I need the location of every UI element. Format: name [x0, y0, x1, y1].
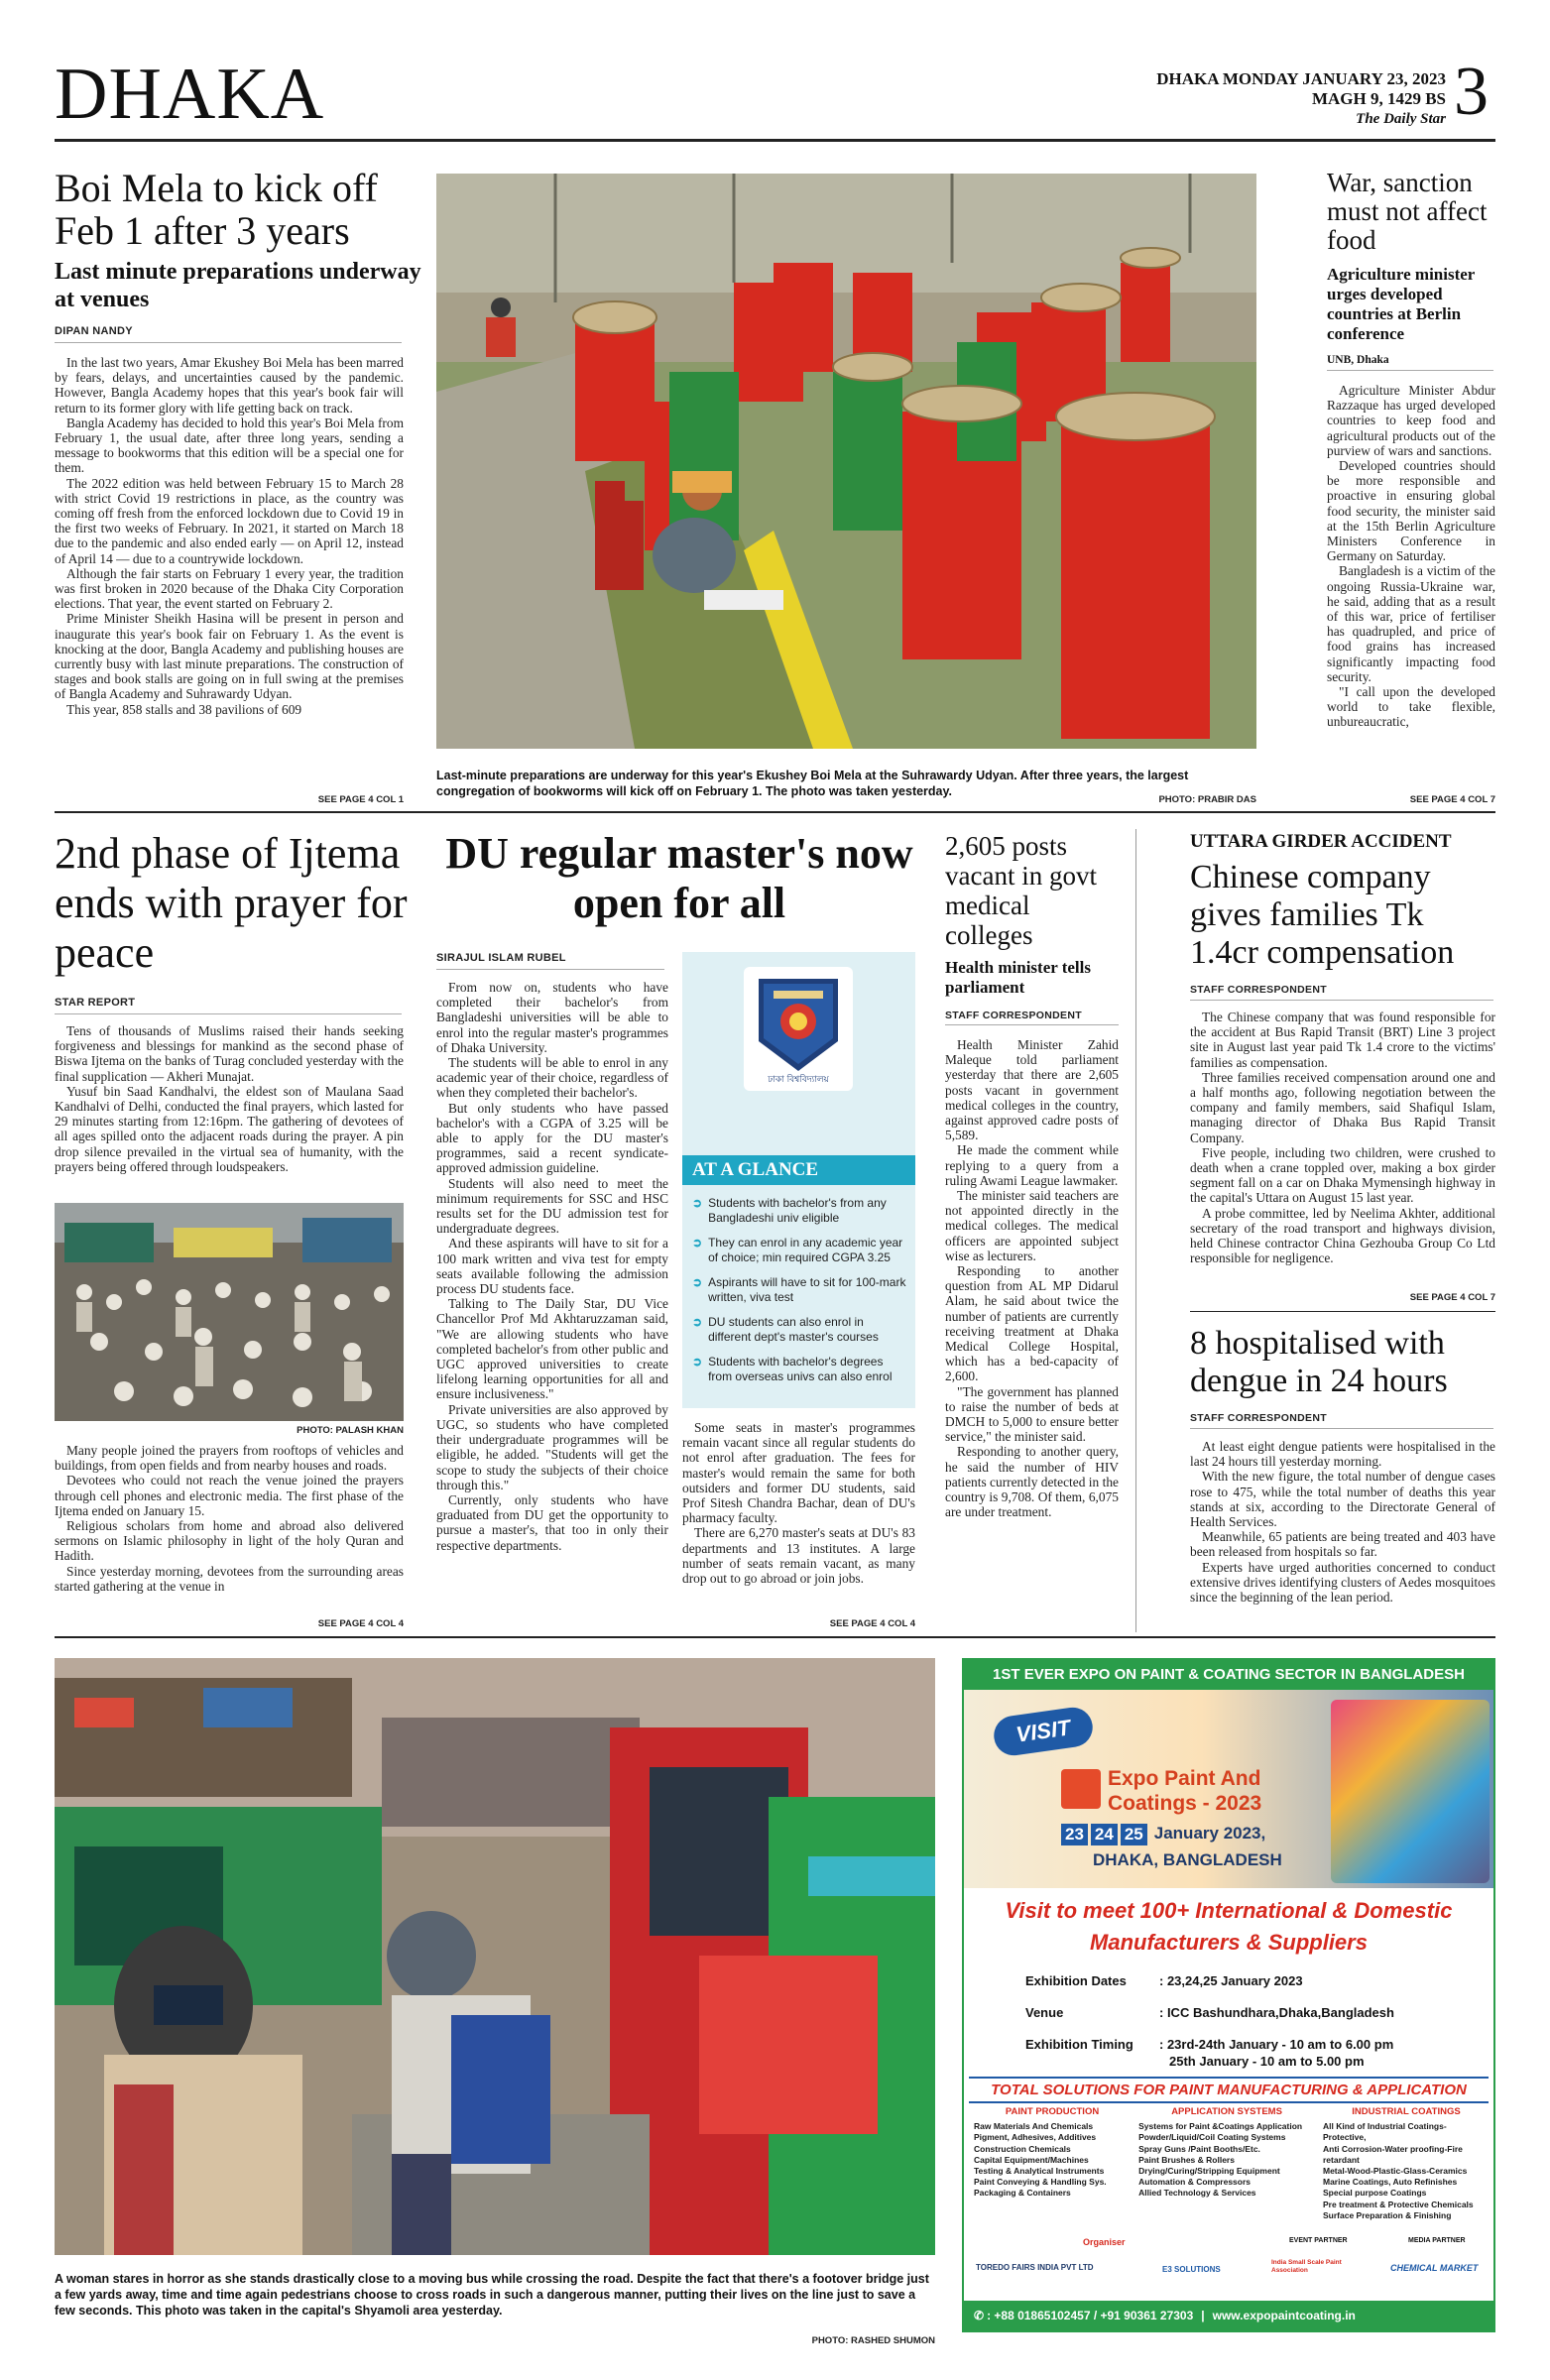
ijtema-photo-illustration: [55, 1203, 404, 1421]
glance-item: ➲ Students with bachelor's from any Bangladeshi univ eligible: [692, 1196, 887, 1225]
boimela-photo-credit: PHOTO: PRABIR DAS: [1158, 794, 1256, 805]
boimela-photo-illustration: [436, 174, 1256, 749]
posts-headline: 2,605 posts vacant in govt medical colleges: [945, 831, 1097, 950]
du-logo: [744, 967, 853, 1091]
boimela-body: In the last two years, Amar Ekushey Boi Mela has been marred by fears, delays, and uncertainties caused by the pandemic. However, Bangla Academy hopes that this year's book fair will return to its former glory with life getting back on track. Bangla Academy has decided to hold this year's Boi Mela from February 1, the usual date, after three long years, sending a message to bookworms that this edition will be a special one for them. The 2022 edition was held between February 15 to March 28 with strict Covid 19 restrictions in place, as the country was coming off fresh from the enforced lockdown due to Covid 19 in the first two weeks of February. In 2021, it started on March 18 due to the pandemic and also ended early — on April 12, instead of April 14 — due to a countrywide lockdown. Although the fair starts on February 1 every year, the tradition was first broken in 2020 because of the Dhaka City Corporation elections. That year, the event started on February 2. Prime Minister Sheikh Hasina will be present in person and inaugurate this year's book fair on February 1. As the event is knocking at the door, Bangla Academy and publishing houses are currently busy with last minute preparations. The construction of stages and book stalls are going on in full swing at the premises of Bangla Academy and Suhrawardy Udyan. This year, 858 stalls and 38 pavilions of 609: [55, 355, 404, 717]
date-line: DHAKA MONDAY JANUARY 23, 2023: [1156, 69, 1446, 88]
uttara-kicker: UTTARA GIRDER ACCIDENT: [1190, 831, 1452, 852]
du-info-box: [682, 952, 915, 1408]
arrow-icon: ➲: [692, 1196, 703, 1210]
glance-item: ➲ Aspirants will have to sit for 100-mark written, viva test: [692, 1275, 906, 1304]
ijtema-see-page: SEE PAGE 4 COL 4: [317, 1618, 404, 1629]
uttara-body: The Chinese company that was found responsible for the accident at Bus Rapid Transit (BRT) Line 3 project site in August last year paid Tk 1.4 crore to the victims' families as compensation. Three families received compensation around one and a half months ago, following negotiation between the company and family members, said Shafiqul Islam, managing director of Dhaka Bus Rapid Transit Company. Five people, including two children, were crushed to death when a crane toppled over, making a box girder segment fall on a car on Dhaka Mymensingh highway in the capital's Uttara on August 15 last year. A probe committee, led by Neelima Akhter, additional secretary of the road transport and highways division, held Chinese contractor China Gezhouba Group Co Ltd responsible for negligence.: [1190, 1010, 1495, 1266]
du-see-page: SEE PAGE 4 COL 4: [829, 1618, 915, 1629]
media-partner-logo: CHEMICAL MARKET: [1390, 2263, 1479, 2273]
uttara-see-page: SEE PAGE 4 COL 7: [1409, 1292, 1495, 1303]
food-byline: UNB, Dhaka: [1327, 354, 1389, 366]
du-body-2: Some seats in master's programmes remain vacant since all regular students do not enrol after graduation. The fees for master's would remain the same for both outsiders and former DU students, said Prof Sitesh Chandra Bachar, dean of DU's pharmacy faculty. There are 6,270 master's seats at DU's 83 departments and 13 institutes. A large number of seats remain vacant, as many drop out to go abroad or join jobs.: [682, 1420, 915, 1587]
du-byline: SIRAJUL ISLAM RUBEL: [436, 952, 566, 964]
paint-cans-image: [1331, 1700, 1490, 1883]
street-photo: [55, 1658, 935, 2255]
posts-subhead: Health minister tells parliament: [945, 958, 1091, 997]
expo-logo-icon: [1061, 1769, 1101, 1809]
ad-solutions: TOTAL SOLUTIONS FOR PAINT MANUFACTURING & APPLICATION: [969, 2077, 1489, 2103]
event-partner-logo: India Small Scale Paint Association: [1271, 2259, 1342, 2274]
food-headline: War, sanction must not affect food: [1327, 168, 1488, 255]
boimela-byline: DIPAN NANDY: [55, 325, 133, 337]
uttara-byline: STAFF CORRESPONDENT: [1190, 984, 1327, 996]
organiser-logo-2: E3 SOLUTIONS: [1162, 2265, 1221, 2274]
ad-website[interactable]: www.expopaintcoating.in: [1212, 2309, 1356, 2322]
bangla-date: MAGH 9, 1429 BS: [1311, 89, 1446, 108]
glance-list: [692, 1196, 908, 1394]
ad-dates: 23 24 25 January 2023,: [1061, 1824, 1265, 1845]
ad-banner: 1ST EVER EXPO ON PAINT & COATING SECTOR IN BANGLADESH: [964, 1660, 1493, 1690]
ad-title-2: Coatings - 2023: [1108, 1792, 1262, 1815]
boimela-headline: Boi Mela to kick off Feb 1 after 3 years: [55, 166, 378, 254]
boimela-photo-caption: Last-minute preparations are underway for this year's Ekushey Boi Mela at the Suhrawardy Udyan. After three years, the largest congregation of bookworms will kick off on February 1. The photo was taken yesterday.: [436, 769, 1189, 798]
ad-columns: PAINT PRODUCTION Raw Materials And Chemicals Pigment, Adhesives, Additives Construction Chemicals Capital Equipment/Machines Testing & Analytical Instruments Paint Conveying & Handling Sys. Packaging & Containers APPLICATION SYSTEMS Systems for Paint &Coatings Application Powder/Liquid/Coil Coating Systems Spray Guns /Paint Booths/Etc. Paint Brushes & Rollers Drying/Curing/Stripping Equipment Automation & Compressors Allied Technology & Services INDUSTRIAL COATINGS All Kind of Industrial Coatings- Protective, Anti Corrosion-Water proofing-Fire retardant Metal-Wood-Plastic-Glass-Ceramics Marine Coatings, Auto Refinishes Special purpose Coatings Pre treatment & Protective Chemicals Surface Preparation & Finishing: [974, 2106, 1474, 2220]
row-rule: [55, 811, 1495, 813]
ijtema-byline: STAR REPORT: [55, 997, 136, 1009]
ad-footer: ✆ : +88 01865102457 / +91 90361 27303 | www.expopaintcoating.in: [964, 2301, 1493, 2330]
organiser-logo: TOREDO FAIRS INDIA PVT LTD: [976, 2263, 1094, 2272]
arrow-icon: ➲: [692, 1315, 703, 1329]
glance-item: ➲ They can enrol in any academic year of choice; min required CGPA 3.25: [692, 1236, 903, 1264]
glance-item: ➲ Students with bachelor's degrees from overseas univs can also enrol: [692, 1355, 893, 1383]
ad-tagline-2: Manufacturers & Suppliers: [1090, 1930, 1368, 1955]
page-number: 3: [1454, 54, 1489, 130]
food-body: Agriculture Minister Abdur Razzaque has urged developed countries to keep food and agricultural products out of the purview of wars and sanctions. Developed countries should be more responsible and proactive in ensuring global food security, the minister said at the 15th Berlin Agriculture Ministers Conference in Germany on Saturday. Bangladesh is a victim of the ongoing Russia-Ukraine war, he said, adding that as a result of this war, price of fertiliser has quadrupled, and price of food grains has increased significantly impacting food security. "I call upon the developed world to take flexible, unbureaucratic,: [1327, 383, 1495, 730]
ijtema-headline: 2nd phase of Ijtema ends with prayer for peace: [55, 829, 408, 977]
posts-body: Health Minister Zahid Maleque told parliament yesterday that there are 2,605 posts vacant in government medical colleges in the country, against approved cadre posts of 5,589. He made the comment while replying to a query from a ruling Awami League lawmaker. The minister said teachers are not appointed directly in the medical colleges. The medical officers are appointed subject wise as lecturers. Responding to another question from AL MP Didarul Alam, he said about twice the number of patients are currently receiving treatment at Dhaka Medical College Hospital, which has a bed-capacity of 2,600. "The government has planned to raise the number of beds at DMCH to 5,000 to ensure better service," the minister said. Responding to another query, he said the number of HIV patients currently detected in the country is 9,708. Of them, 6,075 are under treatment.: [945, 1037, 1119, 1520]
ad-title-1: Expo Paint And: [1108, 1767, 1261, 1790]
du-headline: DU regular master's now open for all: [445, 829, 913, 927]
section-title: DHAKA: [55, 54, 325, 135]
dengue-body: At least eight dengue patients were hospitalised in the last 24 hours till yesterday morning. With the new figure, the total number of dengue cases rose to 475, while the total number of deaths this year stands at six, according to the Directorate General of Health Services. Meanwhile, 65 patients are being treated and 403 have been released from hospitals so far. Experts have urged authorities concerned to conduct extensive drives identifying clusters of Aedes mosquitoes since the beginning of the lean period.: [1190, 1439, 1495, 1606]
ijtema-body: Tens of thousands of Muslims raised their hands seeking forgiveness and blessings for mankind as the second phase of Biswa Ijtema on the banks of Turag concluded yesterday with the final supplication — Akheri Munajat. Yusuf bin Saad Kandhalvi, the eldest son of Maulana Saad Kandhalvi of Delhi, conducted the final prayers, which lasted for 29 minutes starting from 12:16pm. The gathering of devotees of all ages spilled onto the adjacent roads during the prayer. A pin drop silence prevailed in the virtual sea of humanity, with the prayers being offered through loudspeakers.: [55, 1023, 404, 1174]
ad-hero: [964, 1690, 1493, 1888]
ad-info: Exhibition Dates : 23,24,25 January 2023 Venue : ICC Bashundhara,Dhaka,Bangladesh Exhibition Timing : 23rd-24th January - 10 am to 6.00 pm 25th January - 10 am to 5.00 pm: [1025, 1973, 1394, 2069]
uttara-headline: Chinese company gives families Tk 1.4cr compensation: [1190, 859, 1455, 971]
expo-ad: [962, 1658, 1495, 2332]
arrow-icon: ➲: [692, 1275, 703, 1289]
posts-byline: STAFF CORRESPONDENT: [945, 1010, 1082, 1021]
du-body: From now on, students who have completed their bachelor's from Bangladeshi universities will be able to enrol into the regular master's programmes of Dhaka University. The students will be able to enrol in any academic year of their choice, regardless of when they completed their bachelor's. But only students who have passed bachelor's with a CGPA of 3.25 will be able to apply for the DU master's programmes, said a recent syndicate-approved admission guideline. Students will also need to meet the minimum requirements for SSC and HSC results set for the DU admission test for undergraduate degrees. And these aspirants will have to sit for a 100 mark written and viva test for empty seats available following the admission process DU students face. Talking to The Daily Star, DU Vice Chancellor Prof Md Akhtaruzzaman said, "We are allowing students who have completed bachelor's from other public and UGC approved universities to create lifelong learning opportunities for all and ensure inclusiveness." Private universities are also approved by UGC, so students who have completed their undergraduate programmes will be eligible, he added. "Students will get the scope to study the subjects of their choice through this." Currently, only students who have graduated from DU get the opportunity to pursue a master's, that too in only their respective departments.: [436, 980, 668, 1553]
dengue-byline: STAFF CORRESPONDENT: [1190, 1412, 1327, 1424]
boimela-subhead: Last minute preparations underway at venues: [55, 259, 421, 312]
masthead-rule: [55, 139, 1495, 142]
dengue-headline: 8 hospitalised with dengue in 24 hours: [1190, 1325, 1448, 1399]
street-photo-caption: A woman stares in horror as she stands drastically close to a moving bus while crossing the road. Despite the fact that there's a footover bridge just a few yards away, time and time again pedestrians choose to cross roads in such a dangerous manner, putting their lives on the line just to save a few seconds. This photo was taken in the capital's Shyamoli area yesterday.: [55, 2272, 929, 2318]
visit-badge: VISIT: [992, 1705, 1096, 1758]
boimela-see-page: SEE PAGE 4 COL 1: [317, 794, 404, 805]
du-logo-text: ঢাকা বিশ্ববিদ্যালয়: [768, 1075, 829, 1085]
event-partner-label: EVENT PARTNER: [1289, 2237, 1348, 2244]
media-partner-label: MEDIA PARTNER: [1408, 2237, 1466, 2244]
arrow-icon: ➲: [692, 1236, 703, 1250]
paper-name: The Daily Star: [1356, 111, 1446, 127]
arrow-icon: ➲: [692, 1355, 703, 1368]
street-photo-credit: PHOTO: RASHED SHUMON: [811, 2335, 935, 2346]
ijtema-photo-credit: PHOTO: PALASH KHAN: [297, 1425, 404, 1436]
ad-place: DHAKA, BANGLADESH: [1093, 1850, 1282, 1869]
ad-tagline-1: Visit to meet 100+ International & Domestic: [1005, 1898, 1453, 1923]
ijtema-photo: [55, 1203, 404, 1421]
glance-item: ➲ DU students can also enrol in different dept's master's courses: [692, 1315, 879, 1344]
organiser-label: Organiser: [1083, 2237, 1126, 2247]
ijtema-body-2: Many people joined the prayers from rooftops of vehicles and buildings, from open fields and from nearby houses and roads. Devotees who could not reach the venue joined the prayers through cell phones and electronic media. The first phase of the Ijtema ended on January 15. Religious scholars from home and abroad also delivered sermons on Islamic philosophy in light of the holy Quran and Hadith. Since yesterday morning, devotees from the surrounding areas started gathering at the venue in: [55, 1443, 404, 1594]
food-subhead: Agriculture minister urges developed countries at Berlin conference: [1327, 265, 1476, 343]
food-see-page: SEE PAGE 4 COL 7: [1409, 794, 1495, 805]
glance-title: AT A GLANCE: [682, 1155, 915, 1185]
boimela-photo: [436, 174, 1256, 749]
street-photo-illustration: [55, 1658, 935, 2255]
phone-icon: ✆: [974, 2309, 985, 2322]
